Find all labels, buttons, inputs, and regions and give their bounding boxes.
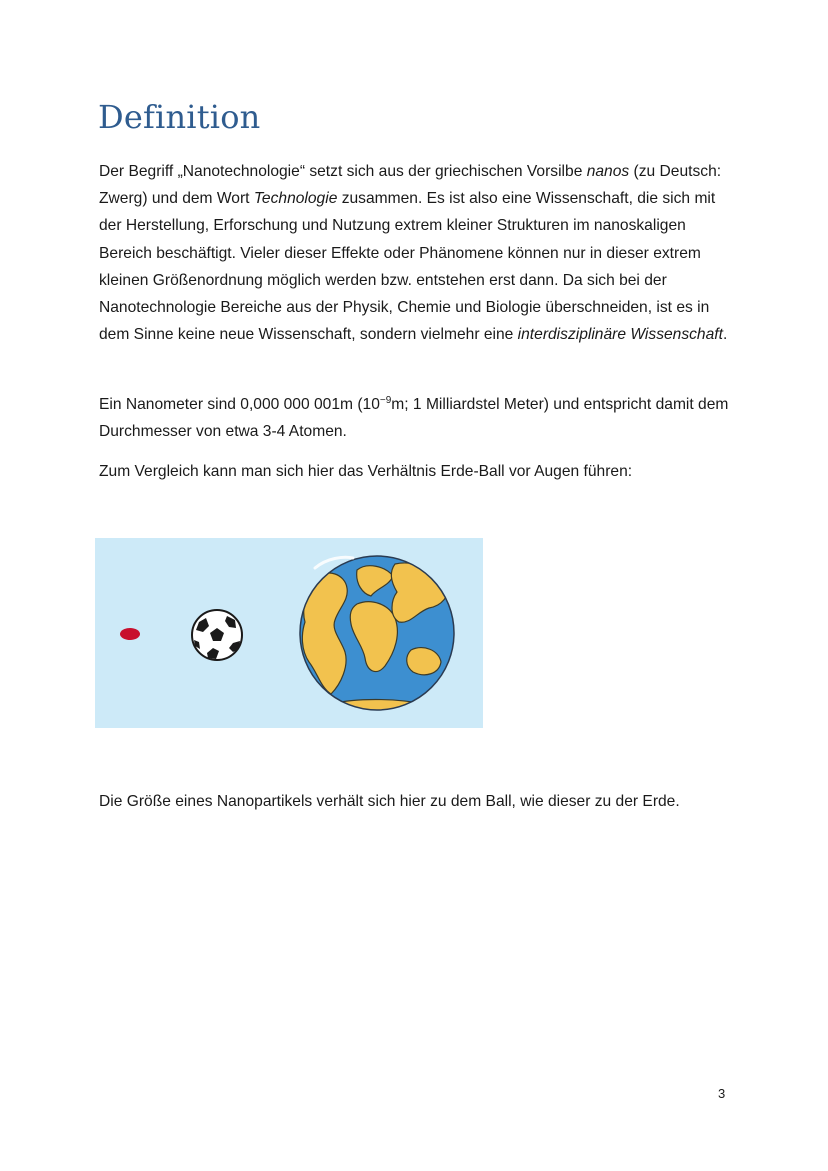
size-comparison-illustration: [95, 538, 483, 728]
conclusion-paragraph: Die Größe eines Nanopartikels verhält sich hier zu dem Ball, wie dieser zu der Erde.: [99, 793, 680, 810]
paragraph-text: (zu Deutsch: Zwerg) und dem Wort: [99, 163, 722, 208]
nanoparticle-dot-icon: [120, 628, 140, 640]
paragraph-text: m; 1 Milliardstel Meter) und entspricht damit dem Durchmesser von etwa 3-4 Atomen.: [99, 396, 729, 441]
comparison-intro-paragraph: Zum Vergleich kann man sich hier das Verhältnis Erde-Ball vor Augen führen:: [99, 463, 633, 480]
paragraph-text: zusammen. Es ist also eine Wissenschaft, die sich mit der Herstellung, Erforschung und Nutzung extrem kleiner Strukturen im nanoskaligen Bereich beschäftigt. Vieler dieser Effekte oder Phänomene können nur in dieser extrem kleinen Größenordnung möglich werden bzw. entstehen erst dann. Da sich bei der Nanotechnologie Bereiche aus der Physik, Chemie und Biologie überschneiden, ist es in dem Sinne keine neue Wissenschaft, sondern vielmehr eine: [99, 190, 716, 344]
exponent: −9: [379, 394, 392, 406]
paragraph-text: Ein Nanometer sind 0,000 000 001m (10: [99, 396, 380, 413]
nanometer-paragraph: [99, 391, 739, 445]
italic-term-technologie: Technologie: [253, 190, 338, 208]
page-number: 3: [718, 1086, 726, 1101]
paragraph-text: .: [722, 326, 728, 344]
italic-term-interdisziplinaer: interdisziplinäre Wissenschaft: [517, 326, 723, 344]
page-heading: Definition: [98, 98, 261, 136]
italic-term-nanos: nanos: [586, 163, 630, 180]
soccer-ball-icon: [192, 610, 242, 660]
definition-paragraph: [99, 158, 739, 348]
paragraph-text: Der Begriff „Nanotechnologie“ setzt sich aus der griechischen Vorsilbe: [99, 163, 587, 180]
